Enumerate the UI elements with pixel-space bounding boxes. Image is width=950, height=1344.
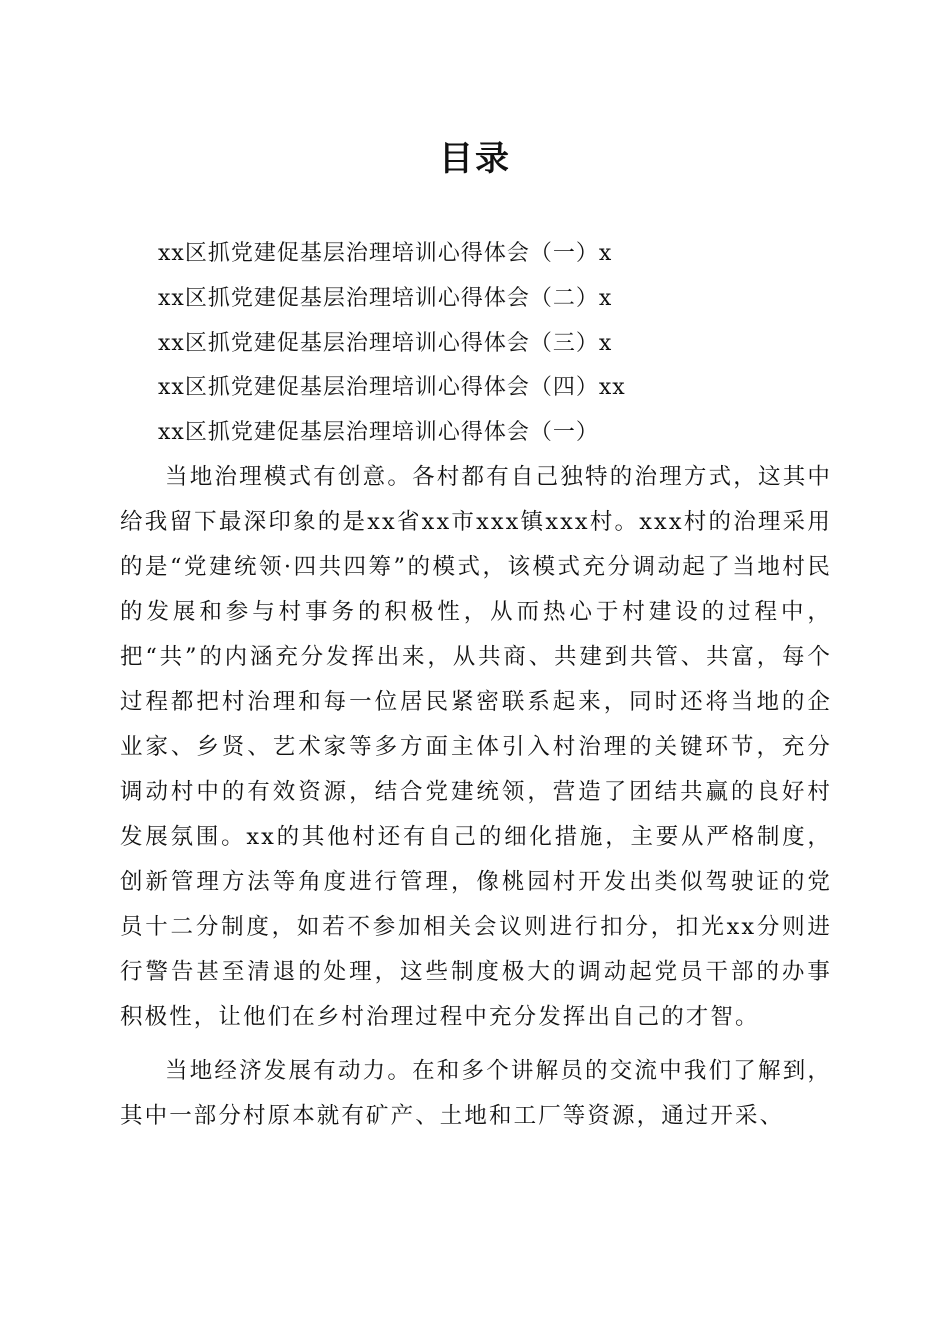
body-text — [120, 455, 832, 1139]
toc-item-3[interactable]: xx区抓党建促基层治理培训心得体会（三）x — [158, 330, 613, 356]
paragraph-governance: 当地治理模式有创意。各村都有自己独特的治理方式，这其中给我留下最深印象的是xx省xx市xxx镇xxx村。xxx村的治理采用的是“党建统领·四共四筹”的模式，该模式充分调动起了当地村民的发展和参与村事务的积极性，从而热心于村建设的过程中，把“共”的内涵充分发挥出来，从共商、共建到共管、共富，每个过程都把村治理和每一位居民紧密联系起来，同时还将当地的企业家、乡贤、艺术家等多方面主体引入村治理的关键环节，充分调动村中的有效资源，结合党建统领，营造了团结共赢的良好村发展氛围。xx的其他村还有自己的细化措施，主要从严格制度，创新管理方法等角度进行管理，像桃园村开发出类似驾驶证的党员十二分制度，如若不参加相关会议则进行扣分，扣光xx分则进行警告甚至清退的处理，这些制度极大的调动起党员干部的办事积极性，让他们在乡村治理过程中充分发挥出自己的才智。 — [120, 464, 832, 1030]
toc-item-2[interactable]: xx区抓党建促基层治理培训心得体会（二）x — [158, 285, 613, 311]
paragraph-economy: 当地经济发展有动力。在和多个讲解员的交流中我们了解到，其中一部分村原本就有矿产、土地和工厂等资源，通过开采、 — [120, 1058, 832, 1129]
toc-item-4[interactable]: xx区抓党建促基层治理培训心得体会（四）xx — [158, 375, 626, 401]
table-of-contents — [158, 232, 838, 456]
section-heading: xx区抓党建促基层治理培训心得体会（一） — [158, 420, 599, 446]
page-title: 目录 — [439, 139, 511, 179]
toc-item-1[interactable]: xx区抓党建促基层治理培训心得体会（一）x — [158, 241, 613, 266]
